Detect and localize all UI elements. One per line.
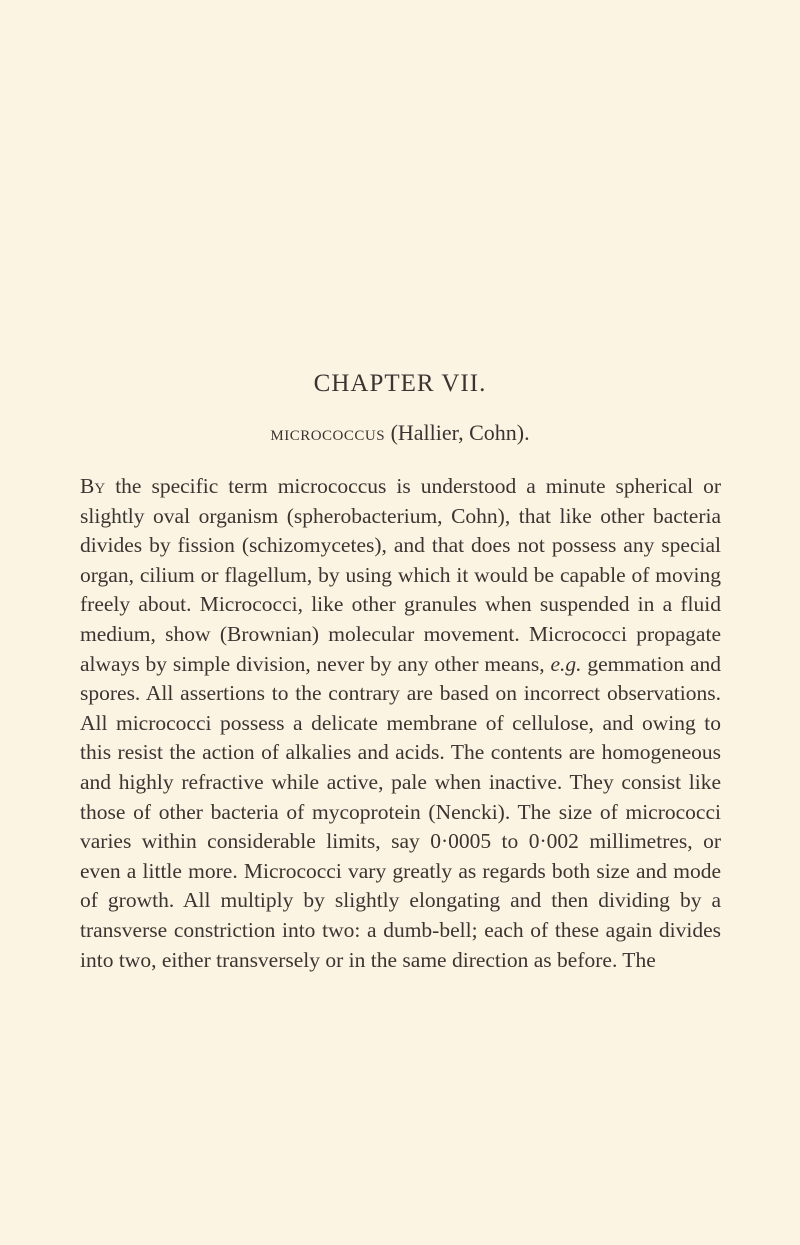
paragraph-text-part-1: the specific term micrococcus is understood a minute spherical or slightly oval organism (spherobacterium, Cohn), that like other bacteria divides by fission (schizomycetes), and that does not possess any special organ, cilium or flagellum, by using which it would be capable of moving freely about. Micrococci, like other granules when suspended in a fluid medium, show (Brownian) molecular movement. Micrococci propagate always by simple division, never by any other means, — [80, 474, 721, 676]
section-title-rest: (Hallier, Cohn). — [385, 420, 530, 445]
paragraph-lead: By — [80, 474, 106, 498]
body-paragraph — [80, 472, 721, 975]
section-title — [0, 420, 800, 446]
chapter-heading: CHAPTER VII. — [313, 370, 487, 397]
paragraph-text-part-2: gemmation and spores. All assertions to the contrary are based on incorrect observations. All micrococci possess a delicate membrane of cellulose, and owing to this resist the action of alkalies and acids. The contents are homogeneous and highly refractive while active, pale when inactive. They consist like those of other bacteria of mycoprotein (Nencki). The size of micrococci varies within considerable limits, say 0·0005 to 0·002 millimetres, or even a little more. Micrococci vary greatly as regards both size and mode of growth. All multiply by slightly elongating and then dividing by a transverse constriction into two: a dumb-bell; each of these again divides into two, either transversely or in the same direction as before. The — [80, 651, 721, 972]
paragraph-eg: e.g. — [550, 651, 582, 676]
section-title-smallcaps: micrococcus — [270, 420, 386, 445]
